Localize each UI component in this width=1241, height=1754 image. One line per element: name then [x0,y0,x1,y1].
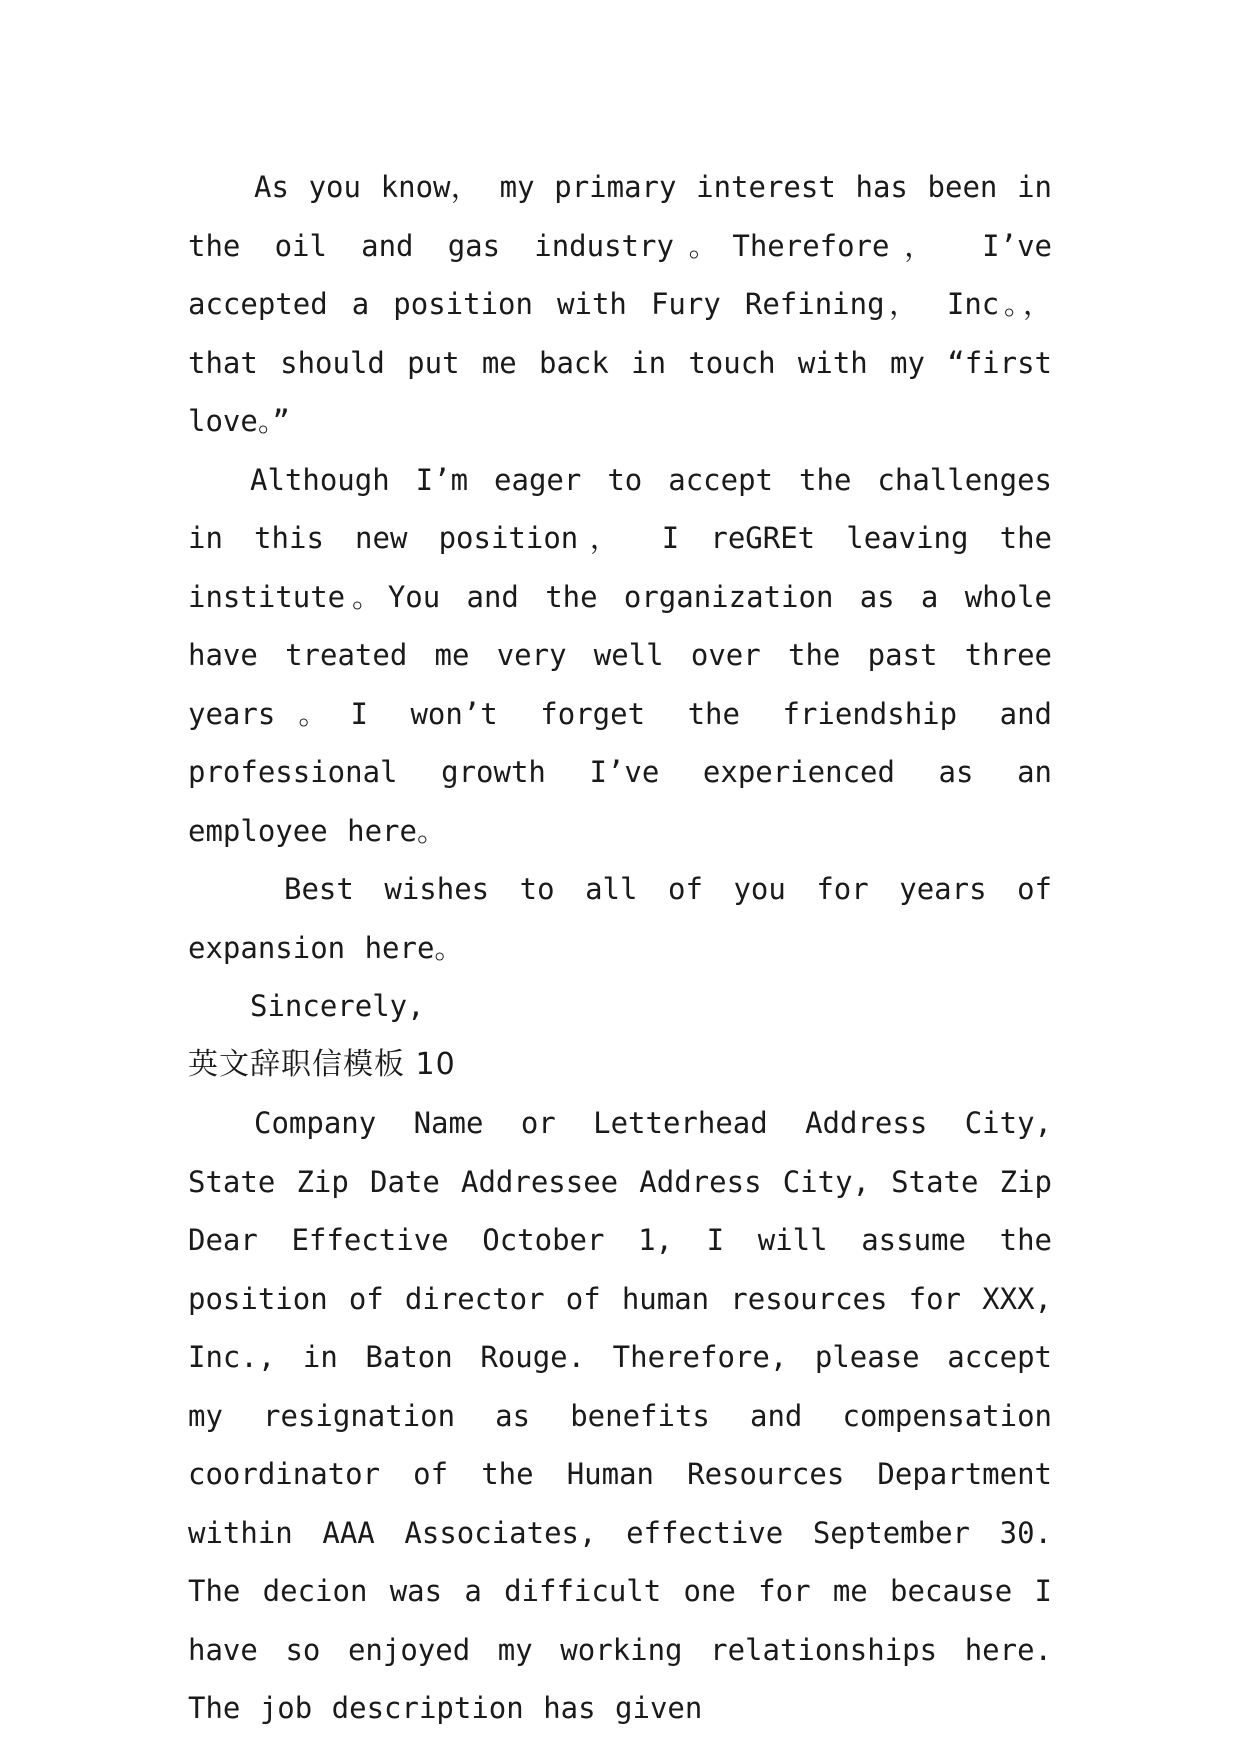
closing-sincerely: Sincerely, [250,989,425,1023]
paragraph-resignation-letter: Company Name or Letterhead Address City, State Zip Date Addressee Address City, State Zip Dear Effective October 1, I will assume the position of director of human resources for XXX, Inc., in Baton Rouge. Therefore, please accept my resignation as benefits and compensation coordinator of the Human Resources Department within AAA Associates, effective September 30. The decion was a difficult one for me because I have so enjoyed my working relationships here. The job description has given [188,1106,1052,1725]
paragraph-new-position: Although I’m eager to accept the challenges in this new position， I reGREt leaving the institute。You and the organization as a whole have treated me very well over the past three years。I won’t forget the friendship and professional growth I’ve experienced as an employee here。 [188,462,1052,848]
document-page [188,158,1052,1738]
section-title: 英文辞职信模板 10 [188,1046,456,1082]
paragraph-best-wishes: Best wishes to all of you for years of expansion here。 [188,872,1052,965]
paragraph-oil-gas: As you know， my primary interest has been in the oil and gas industry。Therefore， I’ve accepted a position with Fury Refining， Inc。， that should put me back in touch with my “first love。” [188,170,1052,438]
